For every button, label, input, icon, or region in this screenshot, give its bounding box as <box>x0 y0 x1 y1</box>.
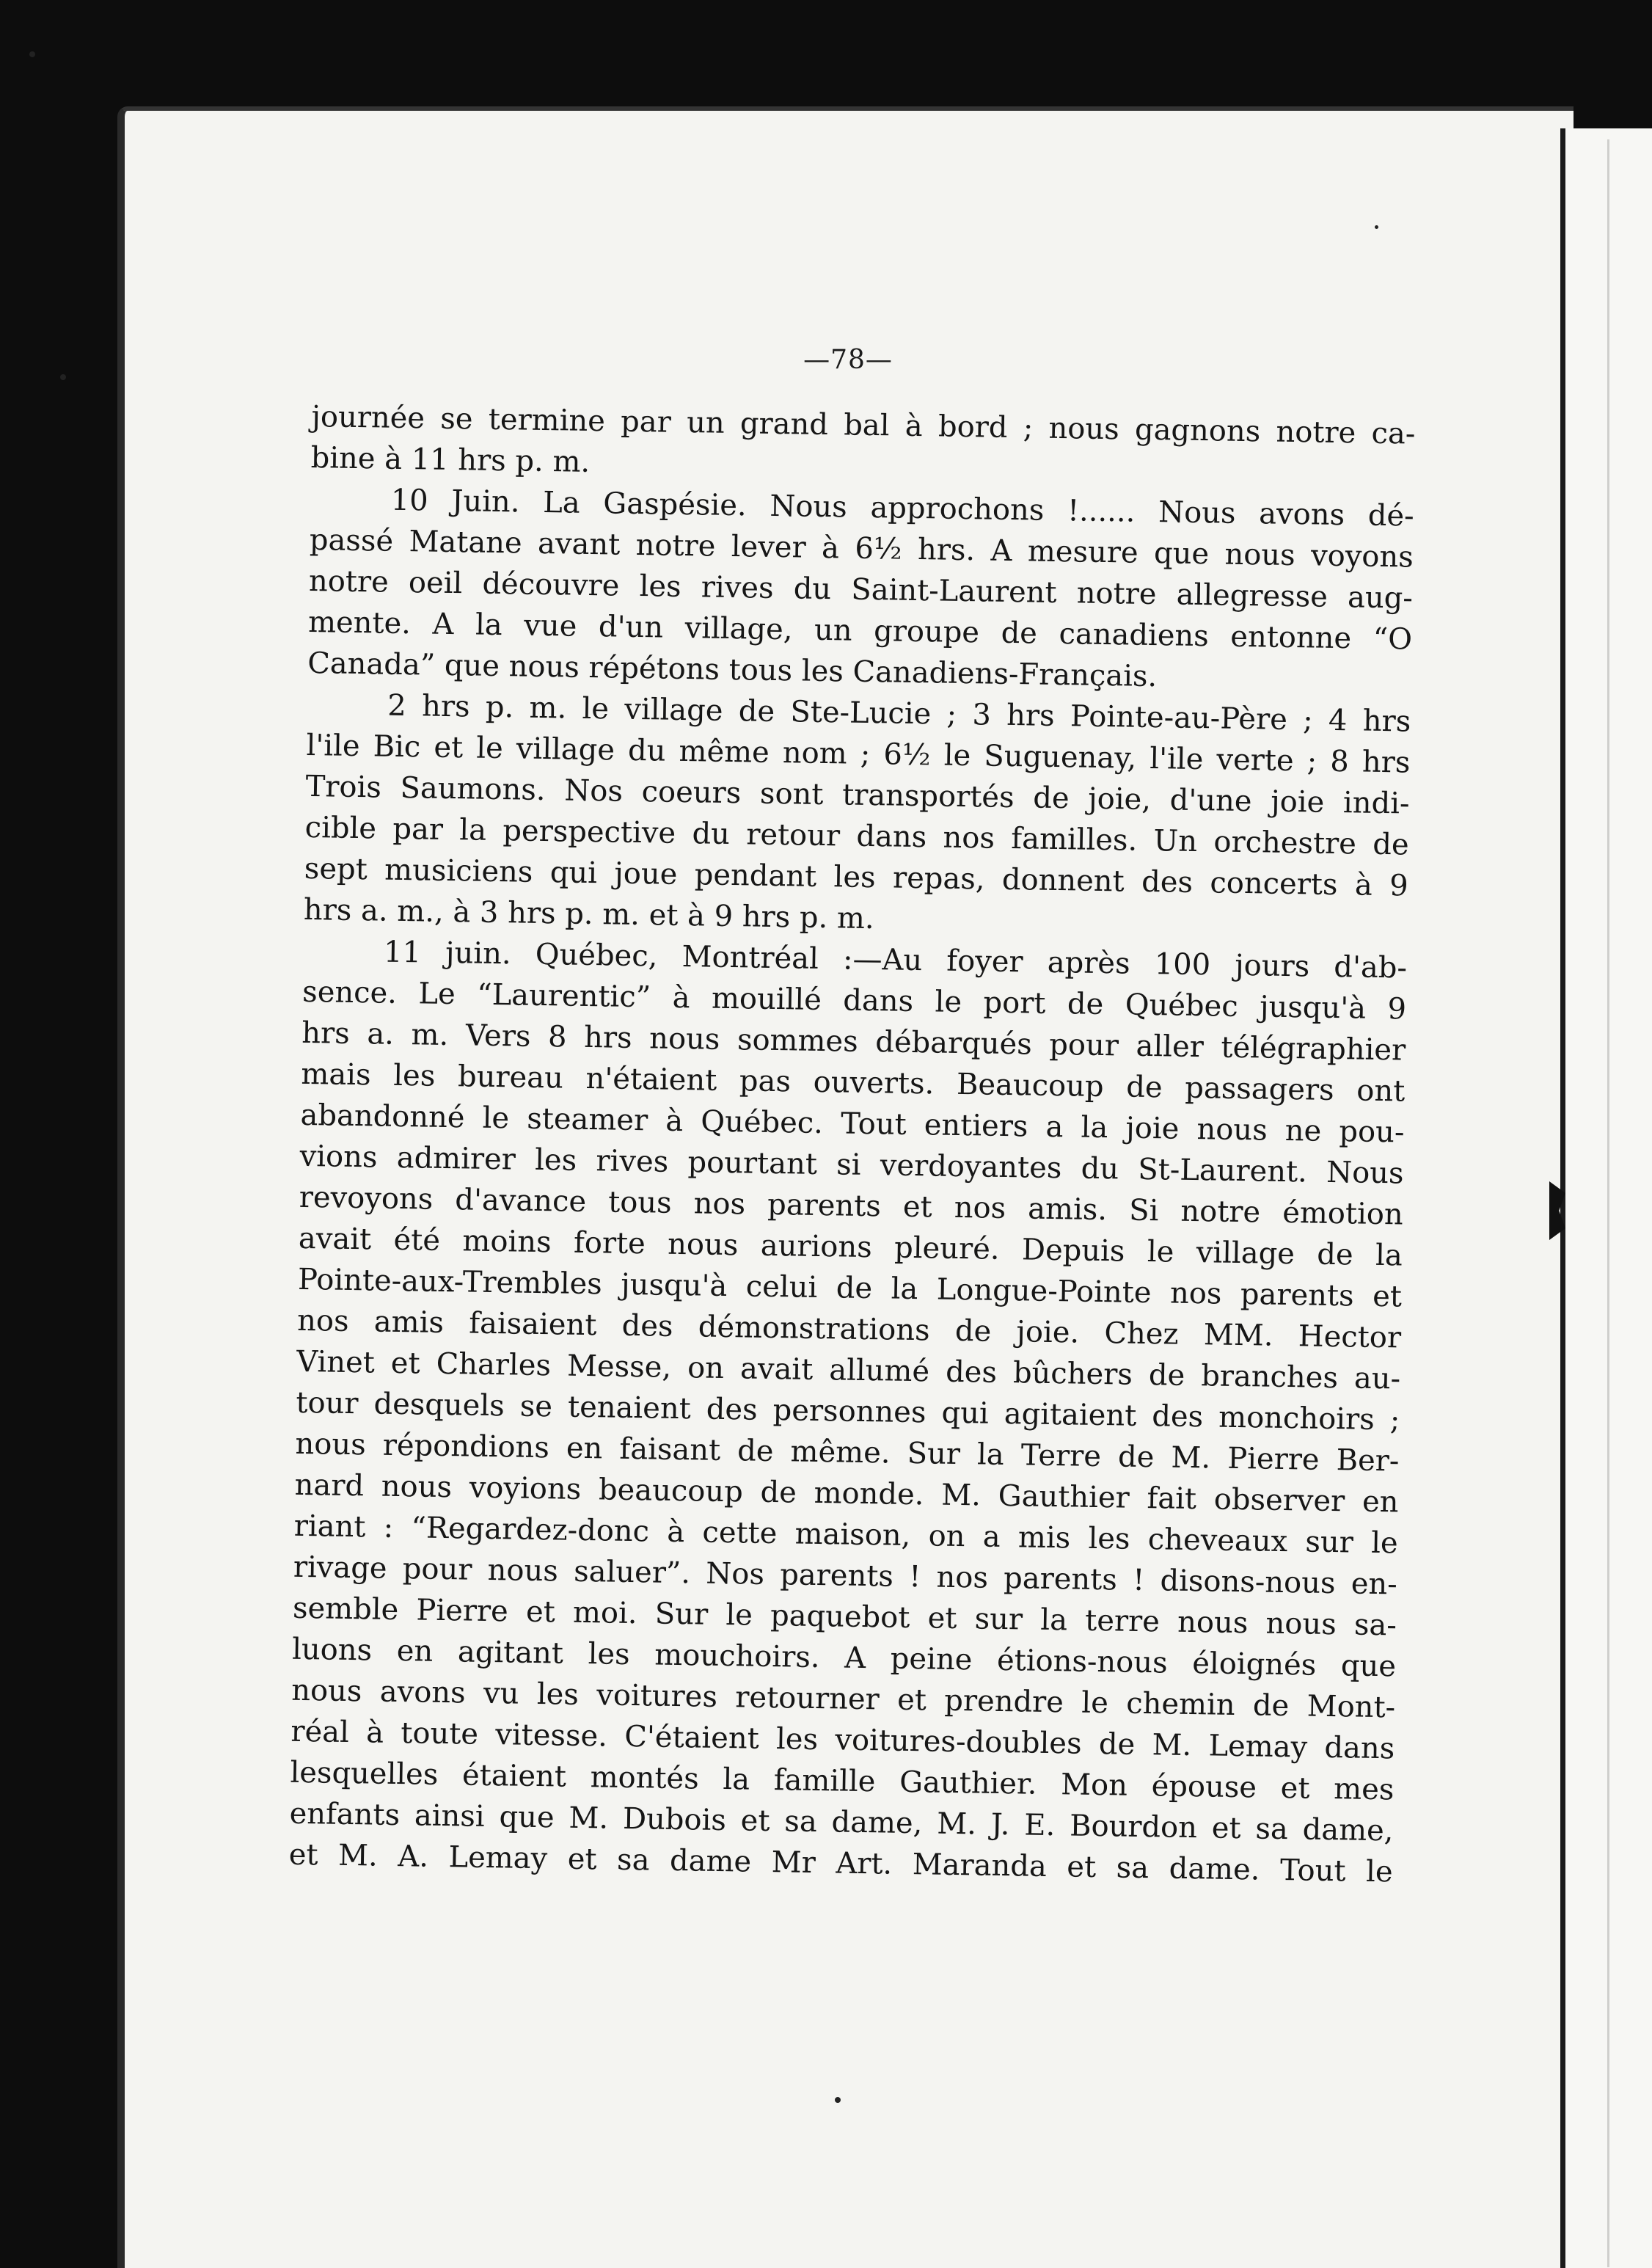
dust-speck <box>60 374 66 380</box>
text-line: sence. Le “Laurentic” à mouillé dans le port de Québec jusqu'à 9 <box>301 974 1407 1027</box>
text-line: mente. A la vue d'un village, un groupe de canadiens entonne “O <box>307 605 1413 657</box>
text-line: riant : “Regardez-donc à cette maison, on a mis les cheveaux sur le <box>293 1509 1398 1561</box>
dust-speck <box>29 51 35 57</box>
text-line: avait été moins forte nous aurions pleuré. Depuis le village de la <box>298 1221 1403 1273</box>
dust-speck <box>835 2097 841 2103</box>
dust-speck <box>1375 225 1378 229</box>
text-line: revoyons d'avance tous nos parents et nos amis. Si notre émotion <box>299 1180 1404 1232</box>
page-fold-line <box>1607 139 1609 2267</box>
text-line: luons en agitant les mouchoirs. A peine étions-nous éloignés que <box>291 1632 1397 1684</box>
text-line: Pointe-aux-Trembles jusqu'à celui de la Longue-Pointe nos parents et <box>297 1262 1403 1314</box>
text-line: rivage pour nous saluer”. Nos parents ! nos parents ! disons-nous en- <box>293 1550 1398 1602</box>
entry-heading: 10 Juin. La Gaspésie. Nous approchons !...... Nous avons dé- <box>390 483 1414 533</box>
text-line: Canada” que nous répétons tous les Canadiens-Français. <box>307 646 1158 694</box>
text-line: Trois Saumons. Nos coeurs sont transportés de joie, d'une joie indi- <box>305 769 1410 821</box>
text-line: et M. A. Lemay et sa dame Mr Art. Maranda et sa dame. Tout le <box>288 1837 1393 1889</box>
text-line: tour desquels se tenaient des personnes qui agitaient des monchoirs ; <box>296 1385 1400 1437</box>
page-number: —78— <box>803 345 893 375</box>
text-line: enfants ainsi que M. Dubois et sa dame, M. J. E. Bourdon et sa dame, <box>289 1796 1394 1848</box>
text-line: semble Pierre et moi. Sur le paquebot et sur la terre nous nous sa- <box>292 1591 1397 1643</box>
text-line: nard nous voyions beaucoup de monde. M. Gauthier fait observer en <box>294 1467 1399 1520</box>
text-line: notre oeil découvre les rives du Saint-Laurent notre allegresse aug- <box>308 564 1414 616</box>
body-text <box>288 396 1415 1892</box>
text-line: lesquelles étaient montés la famille Gauthier. Mon épouse et mes <box>290 1755 1395 1807</box>
text-line: réal à toute vitesse. C'étaient les voitures-doubles de M. Lemay dans <box>290 1714 1395 1766</box>
text-line: nous avons vu les voitures retourner et prendre le chemin de Mont- <box>290 1673 1396 1725</box>
text-line: abandonné le steamer à Québec. Tout entiers a la joie nous ne pou- <box>300 1098 1405 1150</box>
text-line: nos amis faisaient des démonstrations de joie. Chez MM. Hector <box>296 1303 1402 1355</box>
facing-page-edge <box>1560 128 1652 2268</box>
text-line: hrs a. m. Vers 8 hrs nous sommes débarqués pour aller télégraphier <box>301 1016 1406 1068</box>
text-line: nous répondions en faisant de même. Sur la Terre de M. Pierre Ber- <box>295 1426 1400 1478</box>
text-line: sept musiciens qui joue pendant les repas, donnent des concerts à 9 <box>304 851 1409 903</box>
text-line: cible par la perspective du retour dans nos familles. Un orchestre de <box>304 810 1409 862</box>
text-line: hrs a. m., à 3 hrs p. m. et à 9 hrs p. m. <box>303 892 874 936</box>
text-line: Vinet et Charles Messe, on avait allumé des bûchers de branches au- <box>296 1344 1401 1396</box>
text-line: 2 hrs p. m. le village de Ste-Lucie ; 3 hrs Pointe-au-Père ; 4 hrs <box>387 688 1411 739</box>
text-line: l'ile Bic et le village du même nom ; 6½ le Suguenay, l'ile verte ; 8 hrs <box>306 728 1411 780</box>
text-line: bine à 11 hrs p. m. <box>310 440 591 479</box>
text-line: passé Matane avant notre lever à 6½ hrs. A mesure que nous voyons <box>309 522 1414 575</box>
text-line: journée se termine par un grand bal à bord ; nous gagnons notre ca- <box>311 399 1416 451</box>
entry-heading: 11 juin. Québec, Montréal :—Au foyer après 100 jours d'ab- <box>383 935 1408 985</box>
text-line: vions admirer les rives pourtant si verdoyantes du St-Laurent. Nous <box>299 1139 1404 1191</box>
text-line: mais les bureau n'étaient pas ouverts. Beaucoup de passagers ont <box>301 1057 1406 1109</box>
